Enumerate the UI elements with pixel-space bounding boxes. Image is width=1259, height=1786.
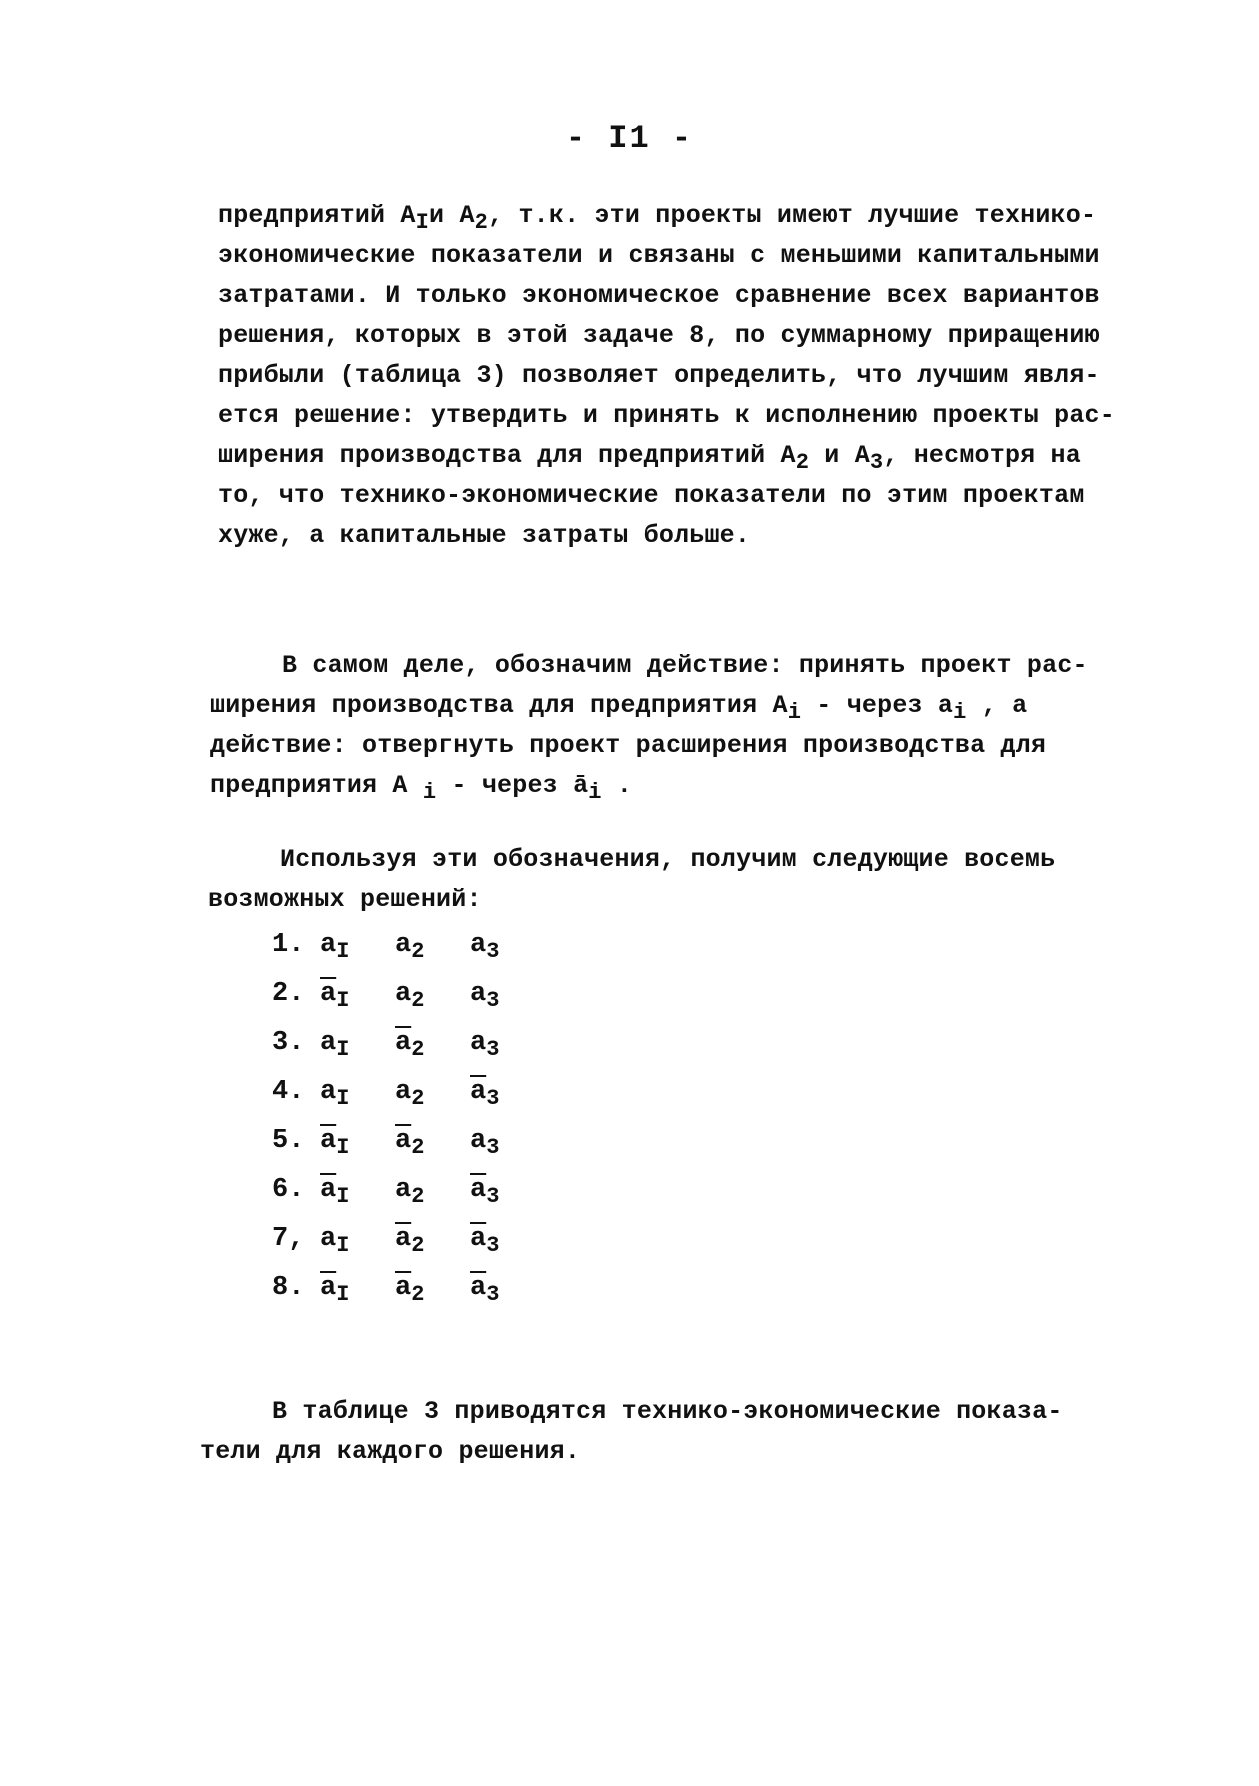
- variable-letter: $\overline{a}$: [470, 1077, 487, 1107]
- decision-variable: [320, 1273, 395, 1307]
- paragraph-3: [208, 840, 1055, 920]
- variable-index: 3: [486, 1184, 500, 1209]
- decision-variable: [470, 1273, 545, 1307]
- decision-variable: [395, 1126, 470, 1160]
- paragraph-1: [218, 196, 1115, 556]
- text-line: возможных решений:: [208, 885, 482, 914]
- decision-row: [272, 1077, 545, 1126]
- variable-letter: $\overline{a}$: [320, 1126, 337, 1156]
- text-line: предприятий $A_Iи$ $A_2$, т.к. эти проекты имеют лучшие технико-: [218, 201, 1097, 235]
- decisions-list: [272, 930, 545, 1322]
- decision-variable: [395, 1273, 470, 1307]
- text-line: В самом деле, обозначим действие: принять проект рас-: [282, 651, 1088, 680]
- variable-letter: $\overline{a}$: [395, 1224, 412, 1254]
- decision-variable: [395, 1028, 470, 1062]
- text-line: ширения производства для предприятия $A_i$ - через $a_i$ , а: [210, 691, 1028, 725]
- variable-index: 3: [486, 988, 500, 1013]
- text-line: Используя эти обозначения, получим следующие восемь: [280, 845, 1056, 874]
- variable-letter: a: [470, 1126, 487, 1156]
- variable-letter: a: [470, 1028, 487, 1058]
- decision-number: 8.: [272, 1273, 305, 1303]
- variable-index: 2: [411, 939, 425, 964]
- variable-letter: $\overline{a}$: [320, 1273, 337, 1303]
- decision-variable: [470, 1224, 545, 1258]
- variable-index: 2: [411, 1135, 425, 1160]
- decision-variable: [320, 1077, 395, 1111]
- variable-letter: a: [320, 1028, 337, 1058]
- text-line: затратами. И только экономическое сравнение всех вариантов: [218, 281, 1100, 310]
- variable-letter: a: [395, 1077, 412, 1107]
- decision-variable: [320, 979, 395, 1013]
- decision-row: [272, 930, 545, 979]
- variable-index: 3: [486, 1037, 500, 1062]
- variable-index: 2: [411, 1233, 425, 1258]
- variable-index: I: [336, 1135, 350, 1160]
- variable-letter: a: [395, 979, 412, 1009]
- variable-letter: $\overline{a}$: [320, 979, 337, 1009]
- decision-number: 7,: [272, 1224, 305, 1254]
- decision-number: 5.: [272, 1126, 305, 1156]
- decision-number: 1.: [272, 930, 305, 960]
- paragraph-4: [200, 1392, 1063, 1472]
- variable-index: I: [336, 1086, 350, 1111]
- variable-index: I: [336, 1282, 350, 1307]
- decision-variable: [320, 1224, 395, 1258]
- decision-variable: [470, 979, 545, 1013]
- variable-letter: a: [320, 930, 337, 960]
- decision-variable: [470, 1175, 545, 1209]
- variable-letter: $\overline{a}$: [320, 1175, 337, 1205]
- decision-row: [272, 1028, 545, 1077]
- variable-letter: a: [320, 1077, 337, 1107]
- text-line: ется решение: утвердить и принять к исполнению проекты рас-: [218, 401, 1115, 430]
- text-line: тели для каждого решения.: [200, 1437, 581, 1466]
- decision-variable: [470, 1028, 545, 1062]
- decision-number: 6.: [272, 1175, 305, 1205]
- variable-letter: $\overline{a}$: [395, 1126, 412, 1156]
- decision-variable: [395, 1224, 470, 1258]
- decision-row: [272, 979, 545, 1028]
- variable-index: 3: [486, 1282, 500, 1307]
- text-line: то, что технико-экономические показатели по этим проектам: [218, 481, 1085, 510]
- decision-row: [272, 1126, 545, 1175]
- variable-index: 2: [411, 1037, 425, 1062]
- text-line: действие: отвергнуть проект расширения производства для: [210, 731, 1047, 760]
- variable-index: 3: [486, 1233, 500, 1258]
- decision-row: [272, 1224, 545, 1273]
- decision-variable: [320, 1126, 395, 1160]
- variable-index: 3: [486, 1086, 500, 1111]
- decision-variable: [320, 1175, 395, 1209]
- variable-index: I: [336, 1037, 350, 1062]
- decision-number: 4.: [272, 1077, 305, 1107]
- variable-letter: a: [395, 1175, 412, 1205]
- variable-index: 2: [411, 1184, 425, 1209]
- variable-letter: $\overline{a}$: [395, 1273, 412, 1303]
- variable-index: I: [336, 988, 350, 1013]
- decision-variable: [395, 979, 470, 1013]
- text-line: хуже, а капитальные затраты больше.: [218, 521, 751, 550]
- decision-variable: [395, 930, 470, 964]
- variable-index: I: [336, 1233, 350, 1258]
- variable-index: I: [336, 1184, 350, 1209]
- decision-variable: [470, 930, 545, 964]
- text-line: В таблице 3 приводятся технико-экономические показа-: [272, 1397, 1063, 1426]
- decision-variable: [395, 1077, 470, 1111]
- variable-index: 3: [486, 939, 500, 964]
- decision-variable: [320, 930, 395, 964]
- decision-row: [272, 1175, 545, 1224]
- variable-index: I: [336, 939, 350, 964]
- variable-letter: $\overline{a}$: [470, 1273, 487, 1303]
- variable-letter: a: [395, 930, 412, 960]
- variable-letter: $\overline{a}$: [470, 1175, 487, 1205]
- decision-number: 3.: [272, 1028, 305, 1058]
- text-line: предприятия A $_i$ - через $ā_i$ .: [210, 771, 633, 805]
- decision-variable: [320, 1028, 395, 1062]
- variable-index: 2: [411, 1086, 425, 1111]
- page-number: - I1 -: [565, 120, 694, 157]
- decision-variable: [470, 1126, 545, 1160]
- text-line: прибыли (таблица 3) позволяет определить, что лучшим явля-: [218, 361, 1100, 390]
- text-line: ширения производства для предприятий $A_2$ и $A_3$, несмотря на: [218, 441, 1081, 475]
- decision-variable: [470, 1077, 545, 1111]
- decision-variable: [395, 1175, 470, 1209]
- variable-letter: a: [470, 930, 487, 960]
- variable-index: 2: [411, 988, 425, 1013]
- variable-index: 2: [411, 1282, 425, 1307]
- text-line: решения, которых в этой задаче 8, по суммарному приращению: [218, 321, 1100, 350]
- variable-letter: a: [470, 979, 487, 1009]
- variable-letter: $\overline{a}$: [470, 1224, 487, 1254]
- variable-letter: a: [320, 1224, 337, 1254]
- decision-row: [272, 1273, 545, 1322]
- variable-index: 3: [486, 1135, 500, 1160]
- decision-number: 2.: [272, 979, 305, 1009]
- variable-letter: $\overline{a}$: [395, 1028, 412, 1058]
- paragraph-2: [210, 646, 1088, 806]
- text-line: экономические показатели и связаны с меньшими капитальными: [218, 241, 1100, 270]
